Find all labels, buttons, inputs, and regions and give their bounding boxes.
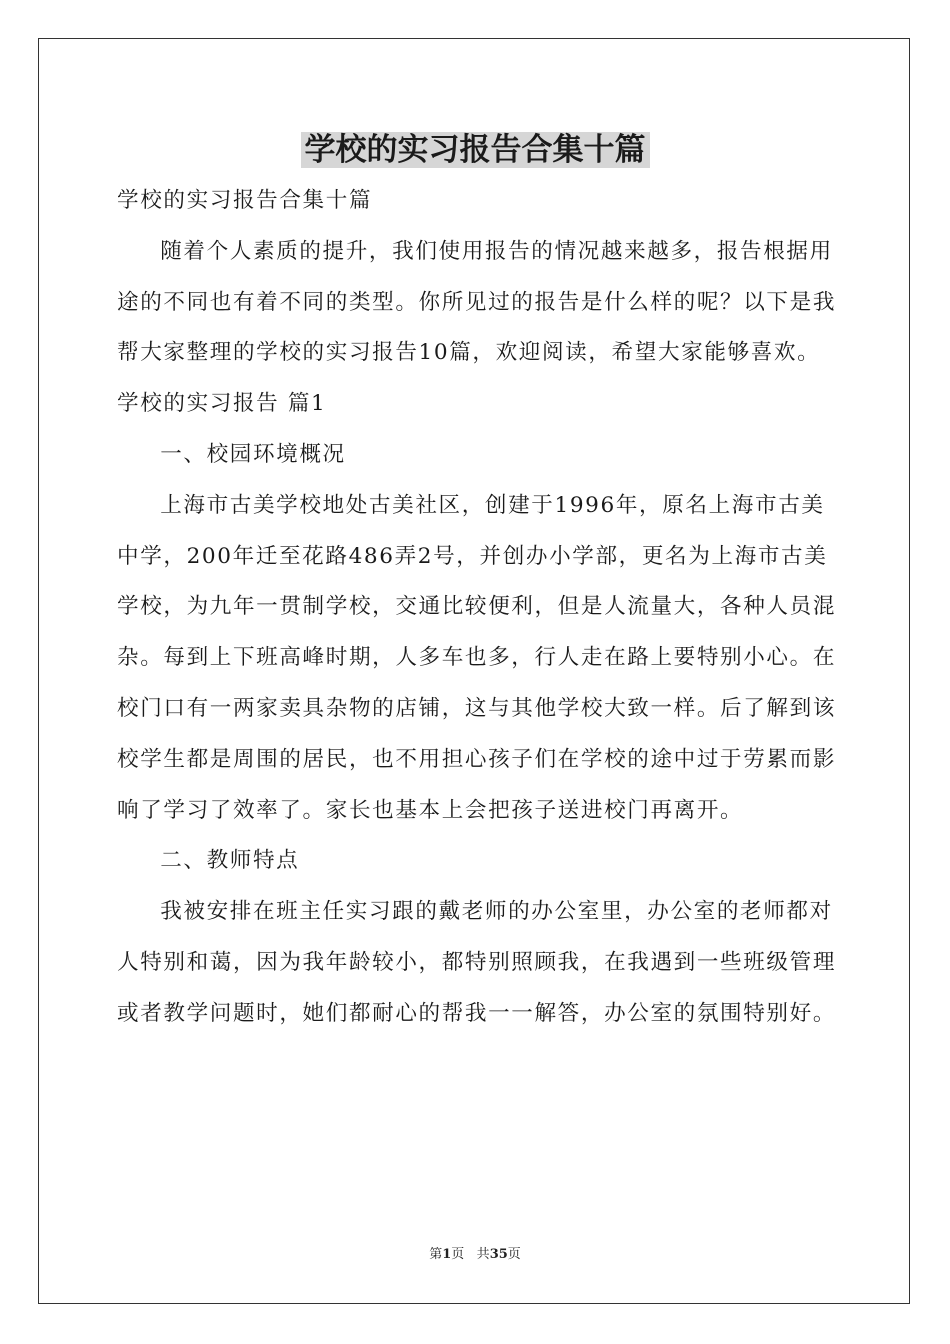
footer-prefix: 第 xyxy=(429,1247,443,1262)
footer-total-suffix: 页 xyxy=(507,1247,521,1262)
paragraph-intro: 随着个人素质的提升，我们使用报告的情况越来越多，报告根据用途的不同也有着不同的类型。你所见过的报告是什么样的呢？以下是我帮大家整理的学校的实习报告10篇，欢迎阅读，希望大家能够喜欢。 xyxy=(117,238,837,366)
footer-page-suffix: 页 xyxy=(451,1247,465,1262)
footer-total-pages: 35 xyxy=(489,1247,508,1262)
footer-total-prefix: 共 xyxy=(476,1247,490,1262)
document-title xyxy=(0,128,950,172)
page-footer xyxy=(0,1246,950,1264)
subsection-heading: 一、校园环境概况 xyxy=(160,441,346,467)
paragraph-body: 上海市古美学校地处古美社区，创建于1996年，原名上海市古美中学，200年迁至花路486弄2号，并创办小学部，更名为上海市古美学校，为九年一贯制学校，交通比较便利，但是人流量大，各种人员混杂。每到上下班高峰时期，人多车也多，行人走在路上要特别小心。在校门口有一两家卖具杂物的店铺，这与其他学校大致一样。后了解到该校学生都是周围的居民，也不用担心孩子们在学校的途中过于劳累而影响了学习了效率了。家长也基本上会把孩子送进校门再离开。 xyxy=(117,492,837,823)
document-title-text: 学校的实习报告合集十篇 xyxy=(301,132,650,168)
section-heading: 学校的实习报告 篇1 xyxy=(117,391,327,417)
document-body xyxy=(117,176,837,1040)
paragraph-heading: 学校的实习报告合集十篇 xyxy=(117,188,373,213)
subsection-heading: 二、教师特点 xyxy=(160,848,300,874)
footer-page-number: 1 xyxy=(442,1247,452,1262)
paragraph-body: 我被安排在班主任实习跟的戴老师的办公室里，办公室的老师都对人特别和蔼，因为我年龄较小，都特别照顾我，在我遇到一些班级管理或者教学问题时，她们都耐心的帮我一一解答，办公室的氛围特别好。 xyxy=(117,899,837,1026)
